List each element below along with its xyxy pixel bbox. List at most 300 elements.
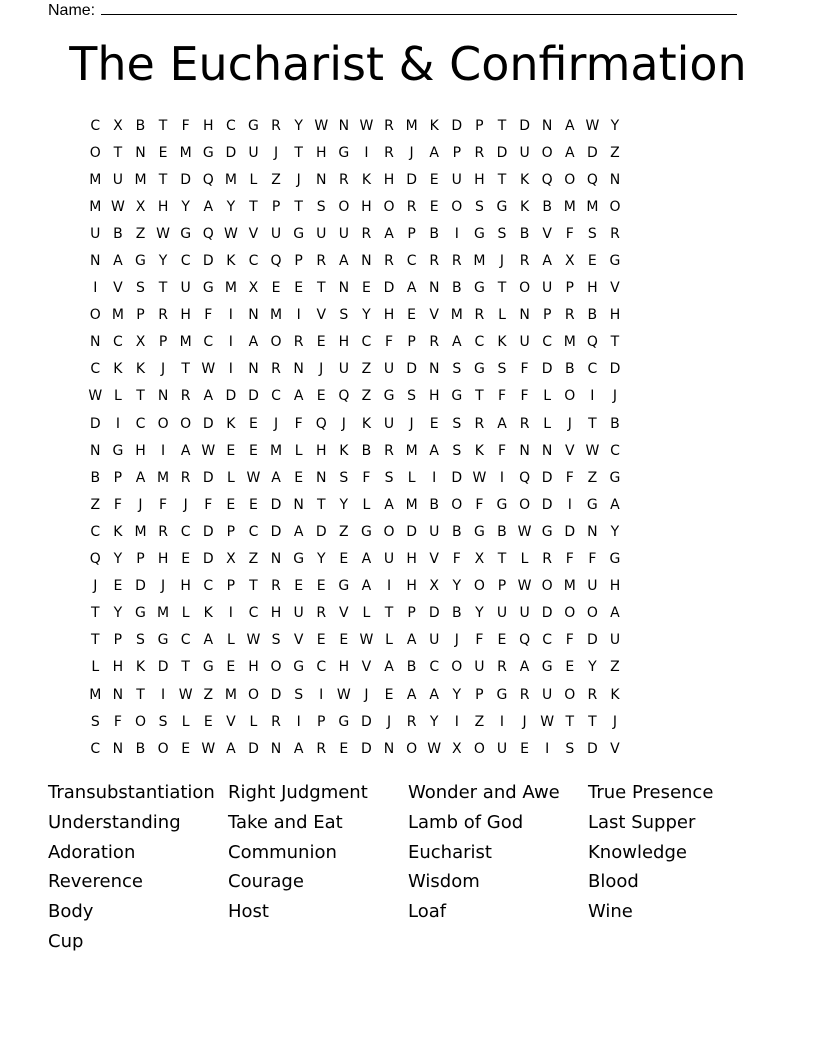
grid-letter: E [384, 686, 394, 703]
grid-letter: A [361, 551, 372, 568]
grid-letter: X [135, 334, 146, 351]
word-bank-item: Eucharist [408, 841, 492, 863]
grid-letter: A [564, 117, 575, 134]
grid-letter: D [202, 523, 214, 540]
grid-letter: F [588, 551, 597, 568]
grid-letter: R [316, 740, 327, 757]
grid-letter: H [112, 659, 124, 676]
grid-letter: L [91, 659, 100, 676]
word-bank-item: Loaf [408, 901, 447, 923]
grid-letter: T [294, 144, 303, 161]
grid-letter: X [135, 198, 146, 215]
word-bank-item: Take and Eat [228, 811, 343, 833]
grid-letter: I [228, 361, 233, 378]
grid-letter: P [475, 686, 484, 703]
grid-letter: A [361, 578, 372, 595]
grid-letter: U [90, 225, 101, 242]
grid-row [84, 302, 626, 329]
grid-letter: H [428, 388, 440, 405]
grid-letter: P [317, 713, 326, 730]
grid-letter: A [610, 496, 620, 513]
grid-letter: D [586, 144, 598, 161]
grid-letter: P [407, 334, 416, 351]
name-label: Name: [48, 2, 96, 19]
grid-row [84, 708, 626, 735]
grid-letter: O [338, 198, 350, 215]
grid-letter: G [360, 523, 372, 540]
grid-letter: E [226, 442, 236, 459]
grid-letter: B [519, 225, 530, 242]
grid-letter: B [429, 225, 439, 242]
grid-letter: E [249, 442, 258, 459]
grid-letter: D [541, 361, 553, 378]
grid-letter: F [452, 551, 461, 568]
word-bank-item: Lamb of God [408, 811, 524, 833]
grid-letter: E [339, 740, 349, 757]
grid-letter: T [158, 171, 168, 188]
grid-letter: O [157, 415, 169, 432]
grid-letter: N [338, 280, 350, 297]
grid-letter: A [203, 632, 214, 649]
grid-letter: M [179, 334, 192, 351]
grid-letter: V [361, 659, 372, 676]
grid-letter: M [134, 171, 147, 188]
grid-letter: A [497, 415, 507, 432]
grid-letter: D [541, 469, 553, 486]
grid-letter: E [158, 144, 168, 161]
grid-letter: M [224, 171, 237, 188]
grid-letter: X [474, 551, 485, 568]
grid-letter: O [586, 605, 598, 622]
grid-letter: E [587, 253, 597, 270]
grid-letter: C [180, 523, 191, 540]
grid-letter: O [247, 686, 259, 703]
grid-letter: R [316, 253, 327, 270]
grid-letter: R [384, 117, 394, 134]
grid-letter: L [226, 469, 235, 486]
grid-letter: G [202, 144, 214, 161]
grid-letter: W [201, 442, 216, 459]
grid-letter: D [315, 523, 327, 540]
grid-letter: Y [588, 659, 597, 676]
grid-letter: W [359, 117, 374, 134]
grid-letter: V [610, 740, 620, 757]
grid-letter: R [474, 415, 485, 432]
grid-letter: H [315, 144, 327, 161]
grid-letter: P [497, 578, 507, 595]
grid-row [84, 220, 626, 247]
grid-letter: P [475, 117, 484, 134]
grid-row [84, 193, 626, 220]
grid-letter: F [520, 388, 529, 405]
grid-letter: Y [452, 578, 462, 595]
grid-letter: E [520, 740, 529, 757]
grid-letter: J [409, 415, 414, 432]
grid-letter: R [158, 523, 168, 540]
grid-letter: L [294, 442, 303, 459]
grid-row [84, 410, 626, 437]
grid-letter: D [428, 605, 440, 622]
grid-letter: N [293, 496, 304, 513]
grid-letter: C [248, 523, 259, 540]
word-bank-item: Cup [48, 930, 84, 952]
grid-letter: E [316, 632, 326, 649]
word-bank-item: Communion [228, 841, 337, 863]
grid-letter: N [361, 253, 372, 270]
grid-letter: D [406, 361, 417, 378]
grid-letter: N [293, 361, 304, 378]
grid-letter: R [293, 334, 304, 351]
grid-letter: N [157, 388, 169, 405]
grid-letter: E [226, 496, 236, 513]
grid-letter: H [203, 117, 214, 134]
grid-letter: P [136, 307, 145, 324]
grid-letter: L [543, 388, 552, 405]
grid-letter: N [112, 740, 124, 757]
grid-letter: Y [158, 253, 168, 270]
grid-letter: R [519, 415, 530, 432]
grid-letter: M [89, 686, 102, 703]
grid-letter: M [405, 117, 418, 134]
grid-letter: G [135, 253, 146, 270]
grid-letter: A [519, 659, 530, 676]
grid-letter: U [270, 225, 282, 242]
grid-letter: U [496, 740, 508, 757]
grid-letter: D [586, 740, 598, 757]
grid-letter: S [384, 469, 394, 486]
grid-letter: O [519, 496, 531, 513]
grid-letter: U [180, 280, 191, 297]
grid-letter: E [429, 171, 439, 188]
grid-letter: I [319, 686, 324, 703]
grid-letter: N [315, 469, 327, 486]
grid-letter: C [248, 605, 259, 622]
grid-letter: N [383, 740, 395, 757]
grid-letter: L [407, 469, 416, 486]
grid-letter: P [158, 334, 168, 351]
grid-letter: E [339, 632, 349, 649]
grid-letter: G [496, 686, 508, 703]
grid-letter: O [451, 496, 463, 513]
grid-letter: V [429, 551, 439, 568]
grid-letter: W [540, 713, 555, 730]
grid-letter: K [203, 605, 213, 622]
grid-letter: T [384, 605, 394, 622]
grid-letter: A [339, 253, 349, 270]
grid-letter: M [270, 307, 283, 324]
grid-letter: B [564, 361, 575, 378]
grid-letter: O [270, 659, 282, 676]
grid-letter: F [520, 361, 529, 378]
grid-letter: L [249, 713, 258, 730]
grid-letter: B [587, 307, 598, 324]
grid-letter: U [293, 605, 304, 622]
grid-letter: Z [339, 523, 349, 540]
grid-letter: K [519, 171, 530, 188]
grid-row [84, 654, 626, 681]
grid-letter: E [294, 469, 304, 486]
grid-letter: D [225, 388, 237, 405]
grid-row [84, 329, 626, 356]
grid-row [84, 491, 626, 518]
grid-letter: M [179, 144, 192, 161]
grid-letter: G [135, 605, 146, 622]
grid-letter: S [452, 415, 462, 432]
grid-letter: B [113, 225, 123, 242]
word-bank-item: Adoration [48, 841, 136, 863]
grid-letter: U [542, 280, 553, 297]
grid-letter: G [496, 496, 508, 513]
grid-letter: R [271, 713, 281, 730]
grid-letter: U [587, 578, 598, 595]
grid-letter: T [497, 551, 507, 568]
grid-letter: O [451, 198, 463, 215]
grid-letter: A [406, 280, 417, 297]
grid-letter: K [361, 415, 372, 432]
grid-letter: Z [203, 686, 214, 703]
grid-letter: X [113, 117, 123, 134]
grid-letter: O [157, 740, 169, 757]
grid-letter: F [565, 632, 574, 649]
grid-letter: F [565, 469, 574, 486]
grid-letter: P [452, 144, 462, 161]
grid-letter: M [134, 523, 147, 540]
grid-letter: G [112, 442, 124, 459]
grid-letter: D [541, 496, 553, 513]
grid-letter: H [361, 198, 372, 215]
grid-letter: P [226, 523, 236, 540]
grid-letter: W [156, 225, 170, 242]
grid-letter: P [542, 307, 552, 324]
grid-letter: T [136, 686, 145, 703]
grid-letter: O [609, 198, 621, 215]
grid-letter: H [180, 307, 191, 324]
grid-letter: S [90, 713, 100, 730]
grid-letter: M [563, 198, 576, 215]
word-bank-item: Transubstantiation [48, 782, 215, 803]
grid-letter: Y [362, 307, 371, 324]
grid-letter: L [249, 171, 258, 188]
grid-letter: E [294, 280, 304, 297]
grid-letter: B [542, 198, 552, 215]
grid-letter: I [161, 686, 166, 703]
grid-letter: D [361, 740, 372, 757]
grid-letter: M [224, 280, 237, 297]
grid-letter: E [316, 578, 326, 595]
grid-row [84, 518, 626, 545]
grid-letter: B [497, 523, 507, 540]
grid-letter: O [541, 144, 553, 161]
grid-letter: U [496, 605, 508, 622]
name-field [48, 0, 737, 20]
grid-letter: N [315, 171, 327, 188]
grid-letter: K [610, 686, 620, 703]
grid-letter: N [519, 442, 530, 459]
grid-letter: Z [271, 171, 281, 188]
grid-letter: Q [519, 632, 531, 649]
grid-letter: J [183, 496, 188, 513]
grid-letter: U [248, 144, 259, 161]
grid-letter: R [519, 253, 530, 270]
grid-letter: T [610, 334, 620, 351]
grid-letter: V [564, 442, 575, 459]
grid-row [84, 356, 626, 383]
grid-letter: E [249, 415, 258, 432]
grid-letter: A [542, 253, 552, 270]
grid-letter: C [406, 253, 417, 270]
grid-letter: D [135, 578, 146, 595]
grid-letter: I [454, 713, 459, 730]
grid-letter: D [248, 388, 259, 405]
grid-letter: D [586, 632, 598, 649]
grid-letter: D [406, 523, 417, 540]
grid-row [84, 735, 626, 762]
grid-letter: C [542, 632, 553, 649]
grid-letter: F [113, 713, 122, 730]
grid-letter: V [542, 225, 552, 242]
grid-letter: T [497, 280, 507, 297]
grid-letter: T [91, 605, 100, 622]
grid-letter: D [609, 361, 621, 378]
grid-letter: R [384, 442, 394, 459]
grid-letter: Z [248, 551, 259, 568]
grid-letter: X [452, 740, 462, 757]
grid-letter: A [271, 469, 281, 486]
grid-letter: S [316, 198, 326, 215]
grid-row [84, 275, 626, 302]
grid-letter: W [585, 117, 600, 134]
grid-letter: D [248, 740, 259, 757]
grid-letter: O [383, 523, 395, 540]
grid-letter: C [248, 253, 259, 270]
grid-letter: C [180, 632, 191, 649]
word-bank-item: Wonder and Awe [408, 782, 560, 803]
grid-letter: E [407, 307, 417, 324]
grid-letter: M [563, 334, 576, 351]
grid-letter: S [587, 225, 597, 242]
grid-letter: O [564, 605, 576, 622]
grid-letter: C [610, 442, 620, 459]
grid-letter: W [314, 117, 329, 134]
grid-letter: J [612, 713, 618, 730]
grid-letter: N [428, 361, 440, 378]
grid-letter: N [270, 551, 282, 568]
grid-letter: G [248, 117, 259, 134]
grid-letter: V [339, 605, 349, 622]
grid-letter: S [497, 361, 507, 378]
grid-letter: Y [113, 605, 123, 622]
grid-letter: D [202, 469, 214, 486]
grid-letter: A [293, 523, 304, 540]
grid-letter: A [113, 253, 123, 270]
grid-letter: R [180, 388, 191, 405]
grid-letter: L [498, 307, 506, 324]
grid-letter: S [339, 469, 349, 486]
grid-letter: W [517, 523, 532, 540]
grid-letter: W [585, 442, 600, 459]
grid-letter: D [270, 686, 282, 703]
word-bank-item: Wine [588, 901, 633, 923]
grid-letter: V [226, 713, 236, 730]
grid-letter: P [136, 551, 145, 568]
grid-letter: G [293, 225, 305, 242]
grid-letter: A [384, 225, 394, 242]
grid-letter: R [316, 605, 327, 622]
grid-letter: J [567, 415, 572, 432]
grid-letter: F [362, 469, 371, 486]
grid-letter: W [88, 388, 103, 405]
grid-letter: G [496, 198, 508, 215]
grid-letter: D [406, 171, 417, 188]
grid-letter: R [542, 551, 553, 568]
grid-letter: L [226, 632, 235, 649]
grid-letter: E [271, 280, 281, 297]
grid-letter: J [386, 713, 392, 730]
grid-letter: R [180, 469, 191, 486]
grid-letter: S [271, 632, 281, 649]
grid-letter: X [248, 280, 259, 297]
grid-letter: A [564, 144, 575, 161]
grid-letter: F [475, 496, 484, 513]
grid-letter: D [202, 551, 214, 568]
grid-letter: R [474, 144, 485, 161]
grid-row [84, 383, 626, 410]
grid-letter: C [474, 334, 485, 351]
word-bank-item: Body [48, 901, 94, 923]
grid-letter: I [228, 605, 233, 622]
word-bank-item: True Presence [588, 782, 714, 803]
grid-letter: R [429, 334, 440, 351]
grid-letter: S [452, 361, 462, 378]
grid-letter: F [204, 496, 213, 513]
grid-letter: D [225, 144, 237, 161]
grid-row [84, 600, 626, 627]
grid-letter: G [338, 578, 350, 595]
grid-letter: J [296, 171, 301, 188]
grid-letter: P [113, 469, 123, 486]
word-bank-item: Understanding [48, 811, 181, 833]
grid-letter: X [564, 253, 575, 270]
grid-letter: T [181, 361, 190, 378]
grid-letter: C [135, 415, 146, 432]
grid-letter: A [406, 632, 417, 649]
grid-letter: H [383, 171, 395, 188]
grid-letter: T [113, 144, 123, 161]
grid-letter: R [361, 225, 372, 242]
grid-letter: X [429, 578, 439, 595]
grid-letter: W [201, 361, 216, 378]
grid-letter: N [248, 307, 259, 324]
grid-letter: U [429, 632, 440, 649]
grid-letter: A [293, 388, 304, 405]
grid-letter: J [161, 361, 166, 378]
grid-letter: N [519, 307, 530, 324]
grid-letter: T [158, 117, 168, 134]
grid-letter: Q [89, 551, 101, 568]
grid-letter: F [497, 388, 507, 405]
grid-letter: C [90, 117, 101, 134]
grid-letter: A [429, 686, 439, 703]
grid-letter: Y [181, 198, 190, 215]
grid-letter: A [406, 686, 417, 703]
grid-letter: I [228, 334, 233, 351]
grid-letter: H [609, 307, 621, 324]
grid-letter: C [180, 253, 191, 270]
grid-letter: U [112, 171, 124, 188]
grid-letter: O [564, 388, 576, 405]
grid-letter: W [110, 198, 125, 215]
grid-letter: T [91, 632, 100, 649]
